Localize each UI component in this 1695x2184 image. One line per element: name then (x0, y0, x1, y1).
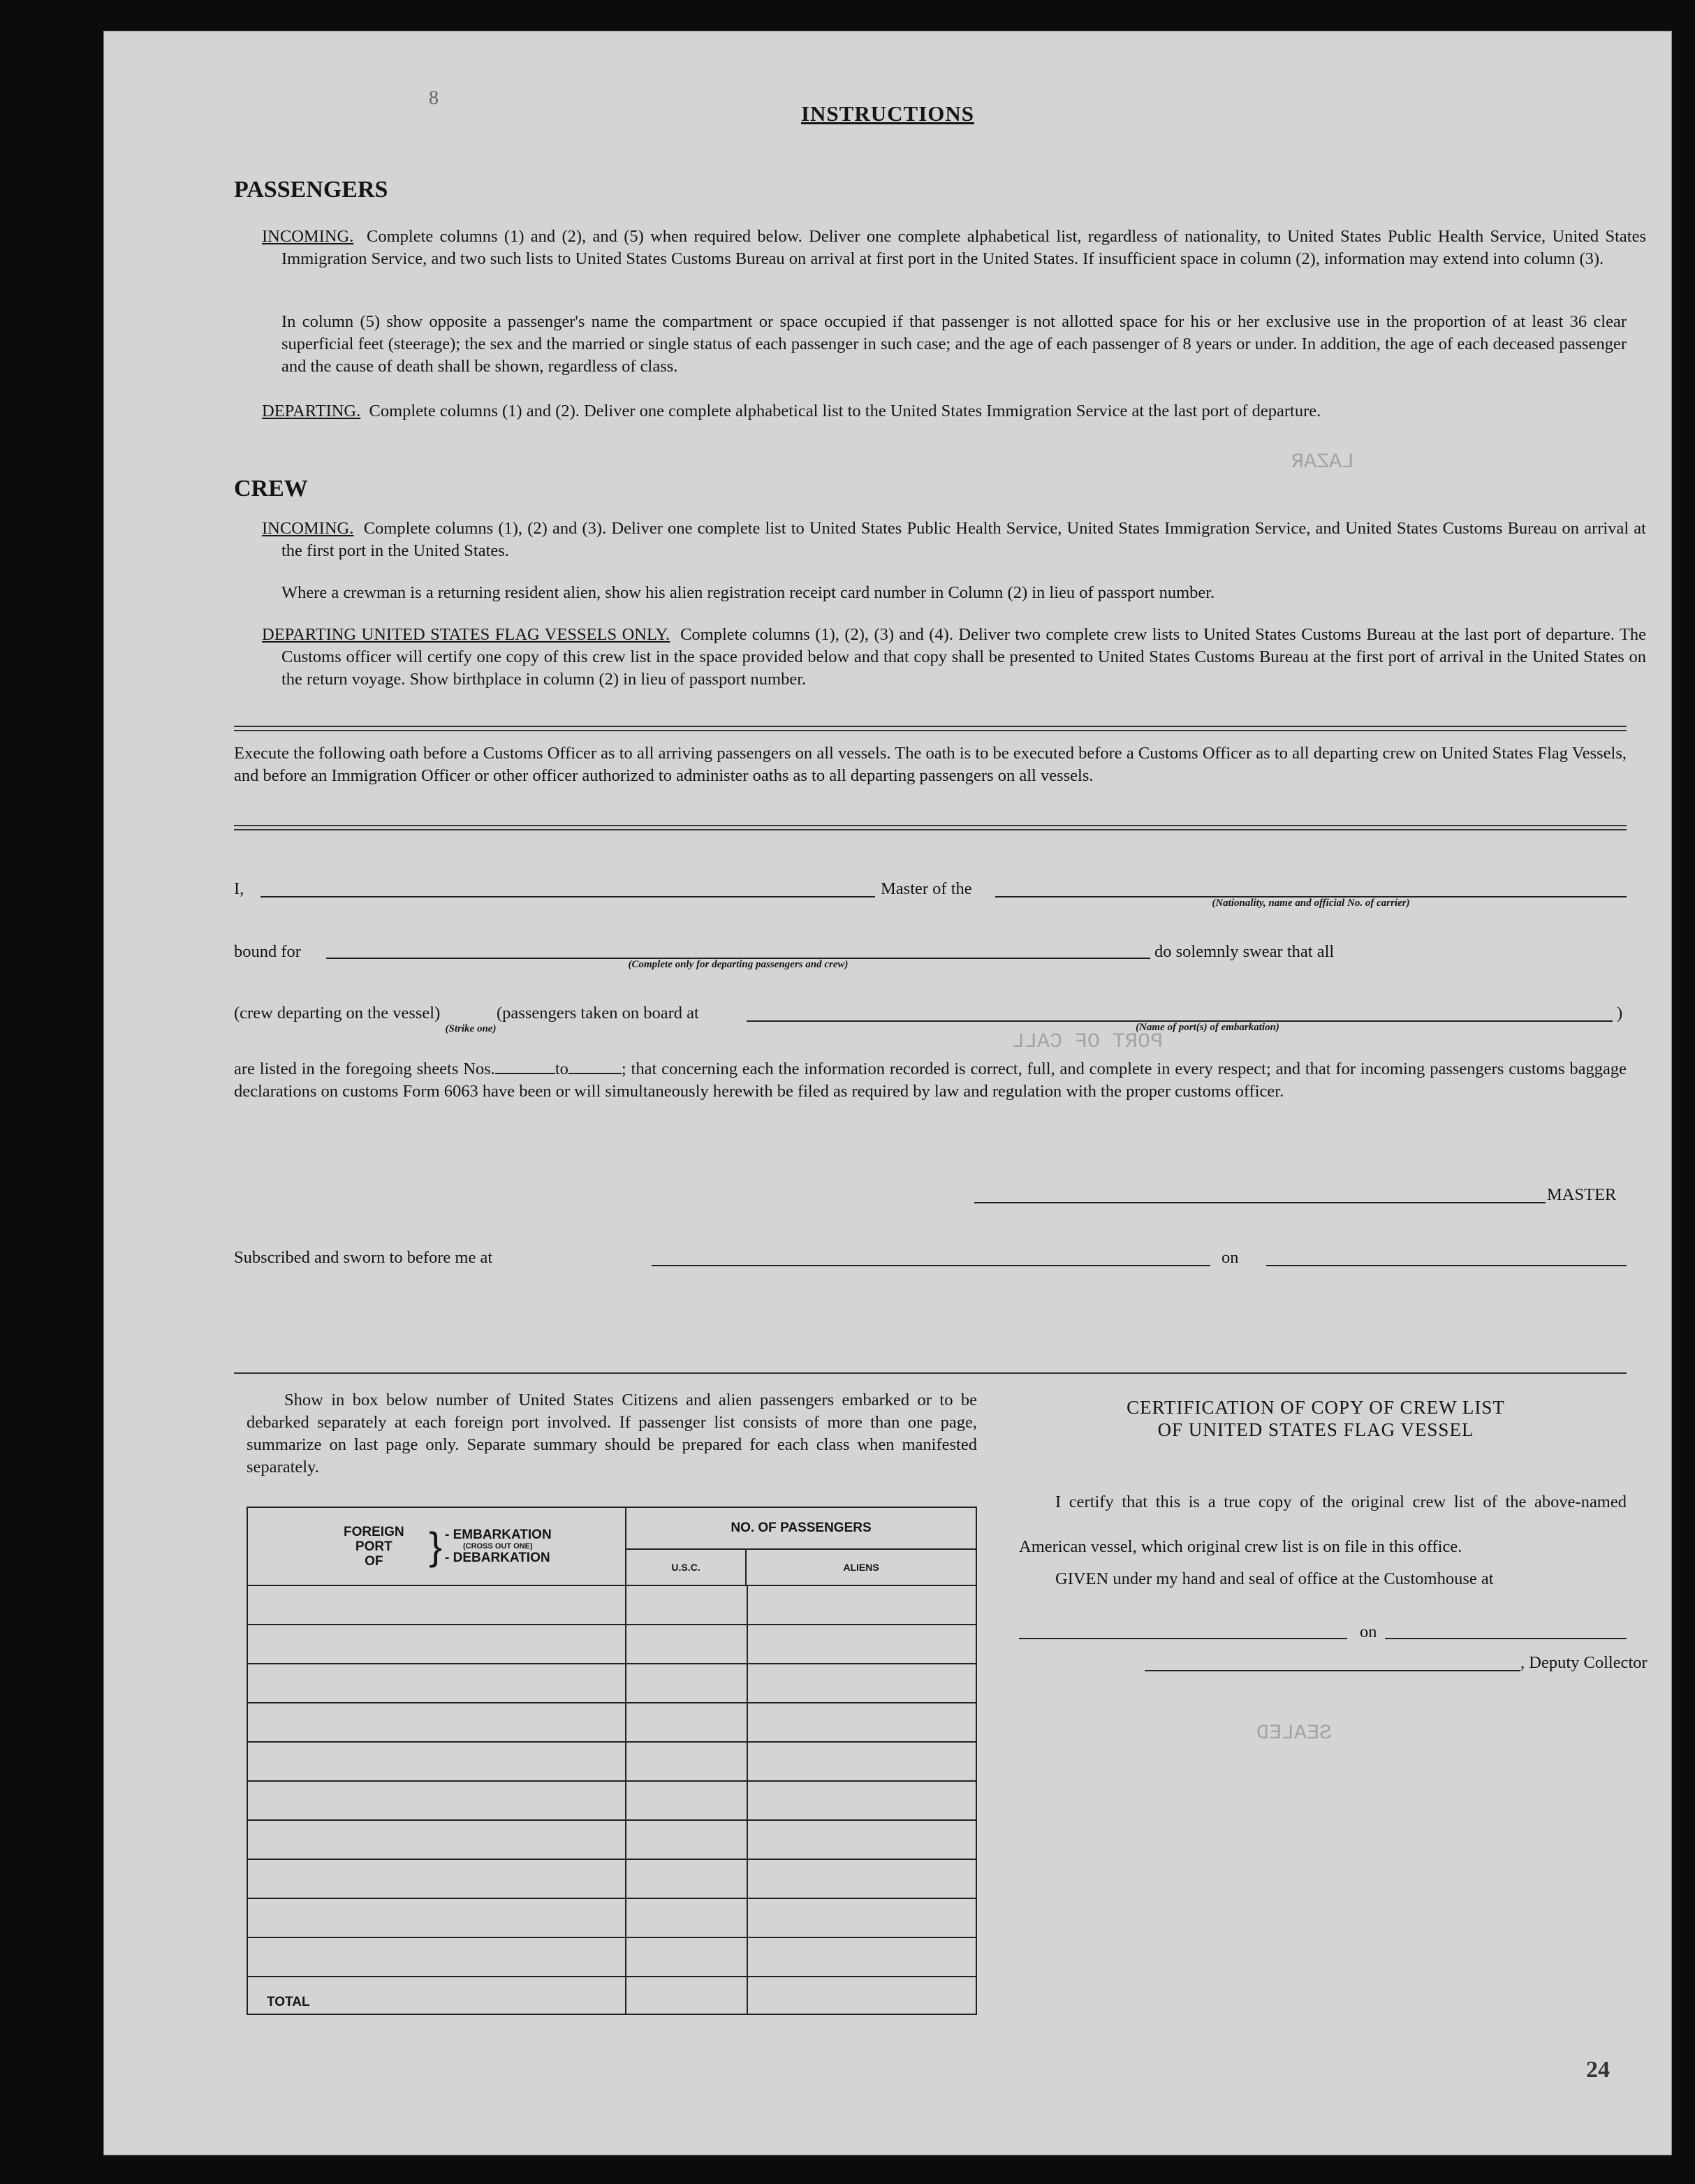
total-label: TOTAL (267, 1995, 310, 2009)
certification-heading-line2: OF UNITED STATES FLAG VESSEL (1157, 1419, 1474, 1440)
to-label: to (555, 1060, 568, 1078)
master-signature-field[interactable] (974, 1202, 1546, 1203)
usc-cell[interactable] (626, 1937, 747, 1977)
given-text: GIVEN under my hand and seal of office at the Customhouse at (1055, 1569, 1494, 1588)
sheet-from-field[interactable] (495, 1060, 555, 1074)
passengers-incoming-text: Complete columns (1) and (2), and (5) when required below. Deliver one complete alphabetical list, regardless of nationality, to United States Public Health Service, United States Immigration Service, and two such lists to United States Customs Bureau on arrival at first port in the United States. If insufficient space in column (2), information may extend into column (3). (281, 227, 1646, 268)
passengers-incoming-paragraph (262, 226, 1646, 270)
passenger-summary-table (247, 1507, 977, 2015)
subscribed-label: Subscribed and sworn to before me at (234, 1248, 493, 1267)
port-cell[interactable] (247, 1585, 626, 1625)
close-paren: ) (1617, 1004, 1623, 1023)
aliens-column-header: ALIENS (843, 1562, 879, 1573)
page-number: 8 (429, 87, 439, 109)
aliens-cell[interactable] (747, 1820, 976, 1859)
crew-resident-alien-paragraph: Where a crewman is a returning resident alien, show his alien registration receipt card number in Column (2) in lieu of passport number. (281, 583, 1215, 602)
passengers-column5-paragraph: In column (5) show opposite a passenger's name the compartment or space occupied if that passenger is not allotted space for his or her exclusive use in the proportion of at least 36 clear superficial feet (steerage); the sex and the married or single status of each passenger in such case; and the age of each passenger of 8 years or under. In addition, the age of each deceased passenger and the cause of death shall be shown, regardless of class. (281, 312, 1627, 376)
summary-total-row (247, 1977, 976, 2014)
bleed-through-text: LAZAR (1291, 450, 1355, 474)
divider (234, 825, 1627, 830)
port-cell[interactable] (247, 1820, 626, 1859)
cross-out-one-caption: (CROSS OUT ONE) (463, 1542, 533, 1551)
listed-prefix: are listed in the foregoing sheets Nos. (234, 1060, 495, 1078)
crew-heading: CREW (234, 476, 308, 501)
crew-departing-text: Complete columns (1), (2), (3) and (4). Deliver two complete crew lists to United States Customs Bureau at the last port of departure. The Customs officer will certify one copy of this crew list in the space provided below and that copy shall be presented to United States Customs Bureau at the first port of arrival in the United States on the return voyage. Show birthplace in column (2) in lieu of passport number. (281, 625, 1647, 689)
certification-date-field[interactable] (1385, 1638, 1627, 1639)
port-label: PORT (355, 1539, 392, 1554)
aliens-cell[interactable] (747, 1859, 976, 1898)
crew-incoming-paragraph (262, 518, 1646, 562)
passengers-heading: PASSENGERS (234, 177, 388, 203)
passenger-count-header-cell (626, 1507, 976, 1585)
usc-cell[interactable] (626, 1742, 747, 1781)
aliens-cell[interactable] (747, 1937, 976, 1977)
sworn-place-field[interactable] (652, 1265, 1210, 1266)
summary-instructions: Show in box below number of United States Citizens and alien passengers embarked or to be debarked separately at each foreign port involved. If passenger list consists of more than one page, summarize on last page only. Separate summary should be prepared for each class when manifested separately. (247, 1391, 977, 1476)
aliens-cell[interactable] (747, 1625, 976, 1664)
no-of-passengers-label: NO. OF PASSENGERS (626, 1508, 976, 1550)
oath-intro: Execute the following oath before a Customs Officer as to all arriving passengers on all vessels. The oath is to be executed before a Customs Officer as to all departing crew on United States Flag Vessels, and before an Immigration Officer or other officer authorized to administer oaths as to all departing passengers on all vessels. (234, 744, 1627, 785)
page-title: INSTRUCTIONS (800, 101, 974, 126)
embarkation-port-caption: (Name of port(s) of embarkation) (1136, 1022, 1279, 1033)
deputy-collector-label: , Deputy Collector (1520, 1653, 1648, 1672)
brace-icon: } (429, 1524, 442, 1568)
strike-one-caption: (Strike one) (445, 1023, 497, 1034)
port-header-cell (247, 1507, 626, 1585)
usc-cell[interactable] (626, 1781, 747, 1820)
passengers-incoming-label: INCOMING. (262, 227, 354, 246)
summary-row (247, 1664, 976, 1703)
summary-row (247, 1820, 976, 1859)
crew-departing-option: (crew departing on the vessel) (234, 1004, 441, 1023)
total-label-cell (247, 1977, 626, 2014)
usc-cell[interactable] (626, 1859, 747, 1898)
summary-body (247, 1585, 976, 2014)
passengers-departing-text: Complete columns (1) and (2). Deliver one complete alphabetical list to the United States Immigration Service at the last port of departure. (369, 402, 1321, 420)
embarkation-debarkation-label (445, 1527, 552, 1565)
crew-incoming-text: Complete columns (1), (2) and (3). Deliver one complete list to United States Public Health Service, United States Immigration Service, and United States Customs Bureau on arrival at the first port in the United States. (281, 519, 1646, 560)
summary-row (247, 1703, 976, 1742)
usc-column-header: U.S.C. (626, 1550, 747, 1585)
usc-cell[interactable] (626, 1820, 747, 1859)
aliens-cell[interactable] (747, 1585, 976, 1625)
summary-header-row (247, 1507, 976, 1585)
port-cell[interactable] (247, 1937, 626, 1977)
summary-row (247, 1898, 976, 1937)
divider (234, 1372, 1627, 1374)
port-cell[interactable] (247, 1742, 626, 1781)
summary-row (247, 1937, 976, 1977)
listed-sheets-paragraph (234, 1058, 1627, 1103)
aliens-cell[interactable] (747, 1742, 976, 1781)
passengers-departing-paragraph (262, 400, 1646, 423)
foreign-port-of-label (321, 1525, 426, 1569)
port-cell[interactable] (247, 1859, 626, 1898)
total-aliens-cell[interactable] (747, 1977, 976, 2014)
carrier-caption: (Nationality, name and official No. of carrier) (1212, 897, 1410, 909)
corner-number: 24 (1586, 2057, 1610, 2083)
aliens-cell[interactable] (747, 1664, 976, 1703)
crew-incoming-label: INCOMING. (262, 519, 354, 538)
summary-row (247, 1859, 976, 1898)
divider (234, 726, 1627, 731)
of-label: OF (365, 1553, 383, 1569)
sworn-on-label: on (1221, 1248, 1239, 1267)
aliens-cell[interactable] (747, 1898, 976, 1937)
port-cell[interactable] (247, 1703, 626, 1742)
port-cell[interactable] (247, 1625, 626, 1664)
sheet-to-field[interactable] (568, 1060, 622, 1074)
aliens-cell[interactable] (747, 1703, 976, 1742)
certification-text: I certify that this is a true copy of the original crew list of the above-named American vessel, which original crew list is on file in this office. (1019, 1493, 1627, 1556)
document-page (103, 31, 1672, 2155)
bleed-through-text: PORT OF CALL (1012, 1030, 1164, 1054)
customhouse-field[interactable] (1019, 1638, 1347, 1639)
port-cell[interactable] (247, 1781, 626, 1820)
usc-cell[interactable] (626, 1625, 747, 1664)
bound-for-label: bound for (234, 942, 301, 961)
usc-cell[interactable] (626, 1703, 747, 1742)
port-cell[interactable] (247, 1898, 626, 1937)
aliens-cell[interactable] (747, 1781, 976, 1820)
passengers-departing-label: DEPARTING. (262, 402, 361, 420)
solemnly-swear-label: do solemnly swear that all (1154, 942, 1335, 961)
summary-row (247, 1625, 976, 1664)
summary-row (247, 1585, 976, 1625)
master-signature-label: MASTER (1547, 1185, 1617, 1204)
port-cell[interactable] (247, 1664, 626, 1703)
debarkation-option: - DEBARKATION (445, 1551, 550, 1565)
foreign-label: FOREIGN (344, 1524, 404, 1539)
master-name-field[interactable] (261, 896, 875, 897)
listed-suffix: ; that concerning each the information recorded is correct, full, and complete in every respect; and that for incoming passengers customs baggage declarations on customs Form 6063 have been or will simultaneously herewith be filed as required by law and regulation with the proper customs officer. (234, 1060, 1627, 1101)
passengers-taken-option: (passengers taken on board at (497, 1004, 699, 1023)
crew-departing-label: DEPARTING UNITED STATES FLAG VESSELS ONLY. (262, 625, 670, 644)
summary-row (247, 1781, 976, 1820)
usc-cell[interactable] (626, 1664, 747, 1703)
bound-for-caption: (Complete only for departing passengers and crew) (628, 959, 849, 970)
usc-cell[interactable] (626, 1898, 747, 1937)
embarkation-option: - EMBARKATION (445, 1527, 552, 1542)
sworn-date-field[interactable] (1266, 1265, 1627, 1266)
oath-i-label: I, (234, 879, 244, 898)
certification-heading-line1: CERTIFICATION OF COPY OF CREW LIST (1127, 1397, 1505, 1418)
deputy-collector-signature-field[interactable] (1145, 1670, 1520, 1671)
total-usc-cell[interactable] (626, 1977, 747, 2014)
crew-departing-paragraph (262, 624, 1646, 691)
usc-cell[interactable] (626, 1585, 747, 1625)
summary-row (247, 1742, 976, 1781)
master-of-the-label: Master of the (881, 879, 972, 898)
certification-on-label: on (1360, 1622, 1377, 1641)
bleed-through-text: SEALED (1256, 1722, 1333, 1745)
